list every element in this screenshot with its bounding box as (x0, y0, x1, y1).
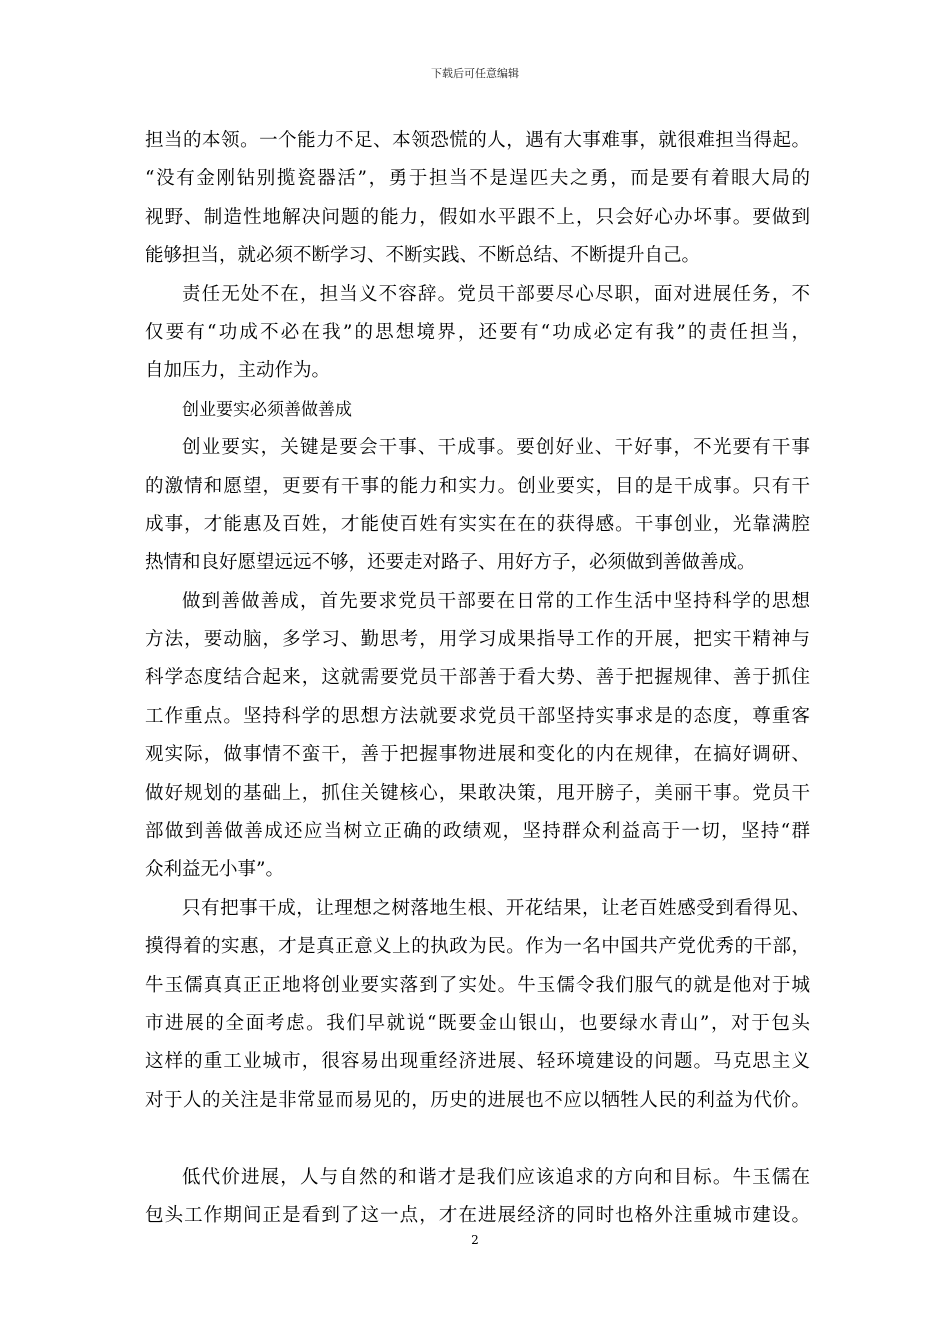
text-line: 只有把事干成，让理想之树落地生根、开花结果，让老百姓感受到看得见、 (182, 897, 810, 919)
text-line: 热情和良好愿望远远不够，还要走对路子、用好方子，必须做到善做善成。 (145, 552, 756, 574)
text-line: 牛玉儒真真正正地将创业要实落到了实处。牛玉儒令我们服气的就是他对于城 (145, 974, 810, 996)
text-line: 方法，要动脑，多学习、勤思考，用学习成果指导工作的开展，把实干精神与 (145, 629, 810, 651)
text-line: 摸得着的实惠，才是真正意义上的执政为民。作为一名中国共产党优秀的干部， (145, 936, 810, 958)
text-line: 担当的本领。一个能力不足、本领恐慌的人，遇有大事难事，就很难担当得起。 (145, 130, 810, 151)
text-line: 成事，才能惠及百姓，才能使百姓有实实在在的获得感。干事创业，光靠满腔 (145, 513, 810, 535)
paragraph (145, 890, 810, 1120)
page-header: 下载后可任意编辑 (431, 67, 519, 80)
document-body (145, 122, 810, 1235)
text-line: 工作重点。坚持科学的思想方法就要求党员干部坚持实事求是的态度，尊重客 (145, 705, 810, 727)
text-line: “没有金刚钻别揽瓷器活”，勇于担当不是逞匹夫之勇，而是要有着眼大局的 (145, 168, 810, 190)
paragraph (145, 429, 810, 583)
text-line: 科学态度结合起来，这就需要党员干部善于看大势、善于把握规律、善于抓住 (145, 667, 810, 689)
text-line: 能够担当，就必须不断学习、不断实践、不断总结、不断提升自己。 (145, 245, 701, 267)
text-line: 创业要实，关键是要会干事、干成事。要创好业、干好事，不光要有干事 (182, 437, 810, 459)
text-line: 部做到善做善成还应当树立正确的政绩观，坚持群众利益高于一切，坚持“群 (145, 821, 810, 843)
text-line: 做好规划的基础上，抓住关键核心，果敢决策，甩开膀子，美丽干事。党员干 (145, 782, 810, 804)
paragraph (145, 583, 810, 890)
text-line: 仅要有“功成不必在我”的思想境界，还要有“功成必定有我”的责任担当， (145, 321, 810, 343)
text-line: 包头工作期间正是看到了这一点，才在进展经济的同时也格外注重城市建设。 (145, 1204, 810, 1226)
section-heading: 创业要实必须善做善成 (182, 399, 352, 420)
page-number: 2 (471, 1233, 479, 1247)
text-line: 做到善做善成，首先要求党员干部要在日常的工作生活中坚持科学的思想 (182, 590, 810, 612)
text-line: 视野、制造性地解决问题的能力，假如水平跟不上，只会好心办坏事。要做到 (145, 206, 810, 228)
text-line: 的激情和愿望，更要有干事的能力和实力。创业要实，目的是干成事。只有干 (145, 475, 810, 497)
text-line: 这样的重工业城市，很容易出现重经济进展、轻环境建设的问题。马克思主义 (145, 1051, 810, 1073)
paragraph (145, 276, 810, 391)
text-line: 对于人的关注是非常显而易见的，历史的进展也不应以牺牲人民的利益为代价。 (145, 1089, 810, 1111)
text-line: 责任无处不在，担当义不容辞。党员干部要尽心尽职，面对进展任务，不 (182, 283, 810, 305)
text-line: 众利益无小事”。 (145, 859, 284, 881)
text-line: 低代价进展，人与自然的和谐才是我们应该追求的方向和目标。牛玉儒在 (182, 1166, 810, 1188)
paragraph (145, 1159, 810, 1236)
text-line: 市进展的全面考虑。我们早就说“既要金山银山，也要绿水青山”，对于包头 (145, 1012, 810, 1034)
paragraph (145, 122, 810, 276)
text-line: 观实际，做事情不蛮干，善于把握事物进展和变化的内在规律，在搞好调研、 (145, 744, 810, 766)
text-line: 自加压力，主动作为。 (145, 360, 331, 382)
paragraph-spacer (145, 1120, 810, 1158)
